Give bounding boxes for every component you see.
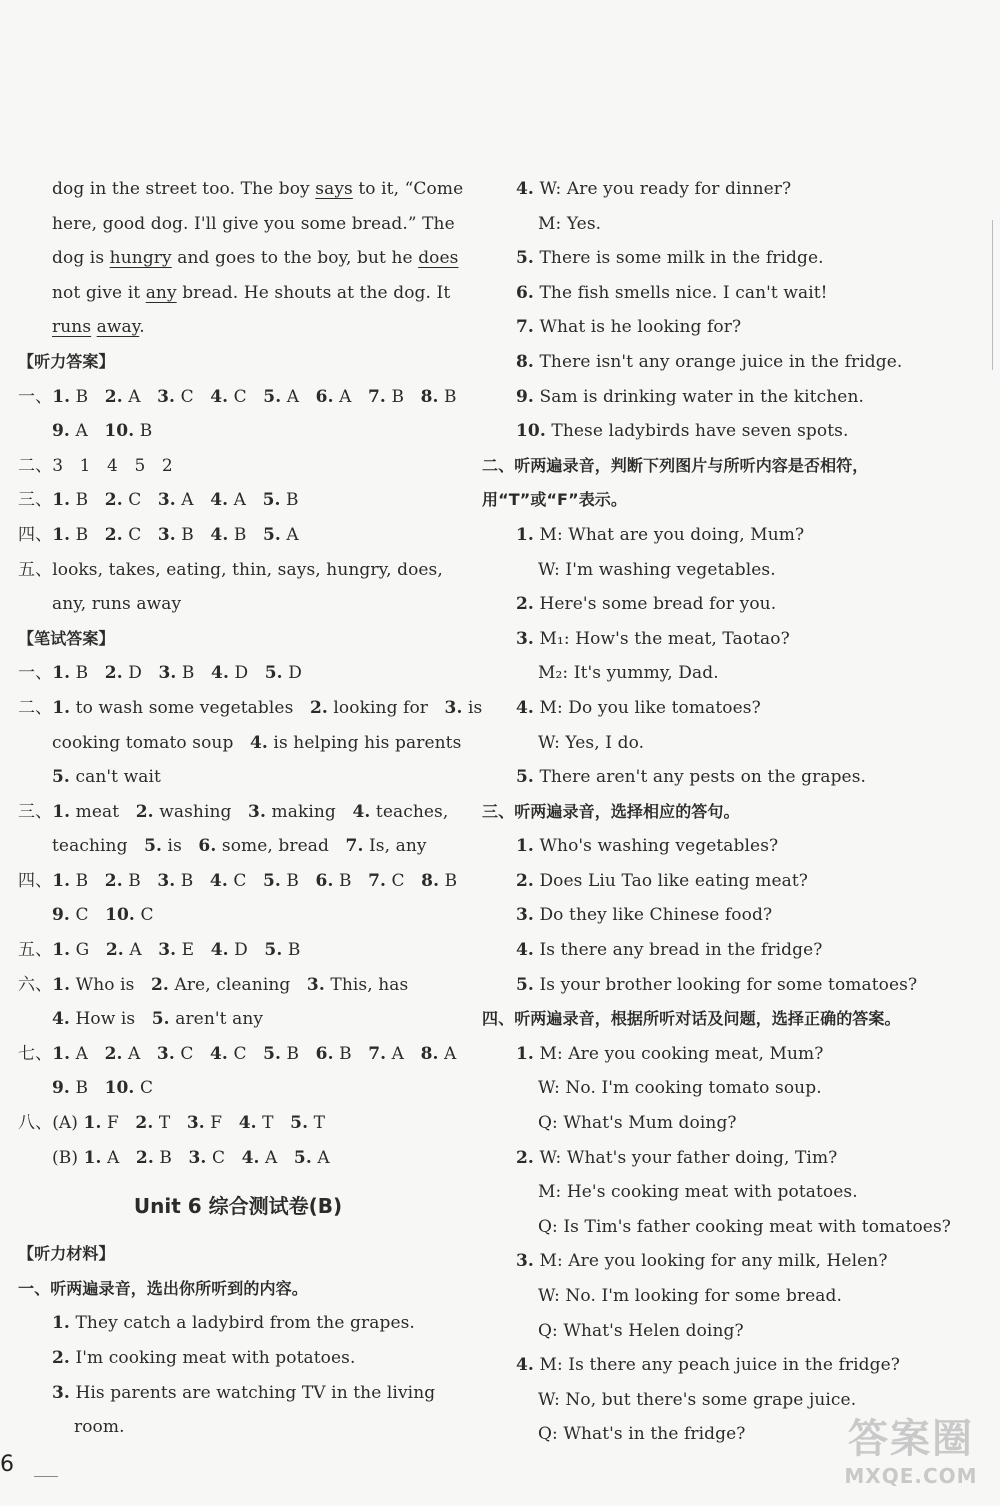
text-line: 七、1. A 2. A 3. C 4. C 5. B 6. B 7. A 8. A	[18, 1043, 457, 1064]
text-line: 5. Is your brother looking for some tomatoes?	[516, 974, 918, 995]
section-heading: 二、听两遍录音，判断下列图片与所听内容是否相符，	[482, 455, 869, 475]
text-line: 二、1. to wash some vegetables 2. looking for 3. is	[18, 697, 483, 718]
page-number: 6	[0, 1452, 14, 1477]
text-line: 五、looks, takes, eating, thin, says, hungry, does,	[18, 559, 443, 580]
text-line: 四、1. B 2. B 3. B 4. C 5. B 6. B 7. C 8. B	[18, 870, 458, 891]
text-line: 一、1. B 2. A 3. C 4. C 5. A 6. A 7. B 8. B	[18, 386, 457, 407]
text-line: 4. M: Is there any peach juice in the fridge?	[516, 1355, 900, 1376]
section-heading: 一、听两遍录音，选出你所听到的内容。	[18, 1278, 308, 1298]
section-heading: 用“T”或“F”表示。	[482, 490, 628, 510]
text-line: 3. M₁: How's the meat, Taotao?	[516, 628, 790, 649]
text-line: 4. M: Do you like tomatoes?	[516, 697, 761, 718]
text-line: 1. M: What are you doing, Mum?	[516, 524, 805, 545]
page-number-dash	[34, 1476, 58, 1477]
text-line: here, good dog. I'll give you some bread.” The	[52, 213, 455, 234]
text-line: 2. W: What's your father doing, Tim?	[516, 1147, 838, 1168]
text-line: not give it any bread. He shouts at the dog. It	[52, 282, 451, 303]
text-line: M₂: It's yummy, Dad.	[538, 663, 719, 684]
text-line: Q: Is Tim's father cooking meat with tomatoes?	[538, 1216, 951, 1237]
text-line: 三、1. B 2. C 3. A 4. A 5. B	[18, 490, 299, 511]
text-line: 六、1. Who is 2. Are, cleaning 3. This, has	[18, 974, 409, 995]
text-line: Q: What's Mum doing?	[538, 1113, 737, 1134]
text-line: runs away.	[52, 317, 145, 338]
section-heading: 【笔试答案】	[18, 628, 115, 648]
text-line: W: No, but there's some grape juice.	[538, 1389, 857, 1410]
watermark-text: 答案圈	[848, 1416, 974, 1462]
text-line: 1. M: Are you cooking meat, Mum?	[516, 1043, 824, 1064]
text-line: any, runs away	[52, 594, 182, 615]
unit-title: Unit 6 综合测试卷(B)	[133, 1194, 343, 1219]
text-line: 5. can't wait	[52, 767, 161, 788]
text-line: teaching 5. is 6. some, bread 7. Is, any	[52, 836, 427, 857]
page-edge-rule	[992, 220, 993, 370]
text-line: 1. They catch a ladybird from the grapes.	[52, 1313, 415, 1334]
text-line: room.	[74, 1417, 125, 1438]
section-heading: 【听力答案】	[18, 351, 115, 371]
text-line: 5. There aren't any pests on the grapes.	[516, 767, 867, 788]
text-line: Q: What's in the fridge?	[538, 1424, 746, 1445]
text-line: 7. What is he looking for?	[516, 317, 742, 338]
text-line: 3. M: Are you looking for any milk, Helen?	[516, 1251, 888, 1272]
text-line: 四、1. B 2. C 3. B 4. B 5. A	[18, 524, 299, 545]
left-column	[18, 172, 483, 1445]
text-line: 6. The fish smells nice. I can't wait!	[516, 282, 828, 303]
text-line: 4. W: Are you ready for dinner?	[516, 179, 792, 199]
text-line: 八、(A) 1. F 2. T 3. F 4. T 5. T	[18, 1113, 326, 1134]
text-line: 一、1. B 2. D 3. B 4. D 5. D	[18, 663, 302, 684]
text-line: dog in the street too. The boy says to it, “Come	[52, 179, 464, 199]
watermark-logo	[826, 1414, 996, 1500]
text-line: 3. Do they like Chinese food?	[516, 905, 773, 926]
text-line: 二、3 1 4 5 2	[18, 455, 173, 476]
text-line: 10. These ladybirds have seven spots.	[516, 421, 849, 442]
text-line: cooking tomato soup 4. is helping his parents	[52, 732, 462, 753]
text-line: 9. B 10. C	[52, 1078, 154, 1099]
text-line: 三、1. meat 2. washing 3. making 4. teaches,	[18, 801, 449, 822]
text-line: 9. Sam is drinking water in the kitchen.	[516, 386, 864, 407]
text-line: 9. C 10. C	[52, 905, 154, 926]
text-line: M: Yes.	[538, 213, 602, 234]
text-line: 3. His parents are watching TV in the living	[52, 1382, 436, 1403]
text-line: 5. There is some milk in the fridge.	[516, 248, 824, 269]
text-line: 4. Is there any bread in the fridge?	[516, 940, 823, 961]
text-line: M: He's cooking meat with potatoes.	[538, 1182, 858, 1203]
section-heading: 三、听两遍录音，选择相应的答句。	[482, 801, 740, 821]
text-line: W: No. I'm cooking tomato soup.	[538, 1078, 822, 1099]
right-column	[482, 172, 952, 1452]
text-line: 9. A 10. B	[52, 421, 153, 442]
text-line: 五、1. G 2. A 3. E 4. D 5. B	[18, 940, 301, 961]
text-line: Q: What's Helen doing?	[538, 1320, 744, 1341]
text-line: 2. Does Liu Tao like eating meat?	[516, 870, 808, 891]
text-line: 2. Here's some bread for you.	[516, 594, 777, 615]
text-line: (B) 1. A 2. B 3. C 4. A 5. A	[52, 1147, 330, 1168]
text-line: W: I'm washing vegetables.	[538, 559, 776, 580]
text-line: 4. How is 5. aren't any	[52, 1009, 264, 1030]
watermark-url: MXQE.COM	[844, 1464, 978, 1488]
section-heading: 【听力材料】	[18, 1244, 115, 1264]
text-line: W: No. I'm looking for some bread.	[538, 1286, 843, 1306]
section-heading: 四、听两遍录音，根据所听对话及问题，选择正确的答案。	[482, 1009, 901, 1029]
text-line: dog is hungry and goes to the boy, but he does	[52, 248, 459, 269]
text-line: 1. Who's washing vegetables?	[516, 836, 779, 857]
text-line: W: Yes, I do.	[538, 732, 645, 753]
text-line: 8. There isn't any orange juice in the fridge.	[516, 351, 903, 372]
text-line: 2. I'm cooking meat with potatoes.	[52, 1348, 356, 1368]
